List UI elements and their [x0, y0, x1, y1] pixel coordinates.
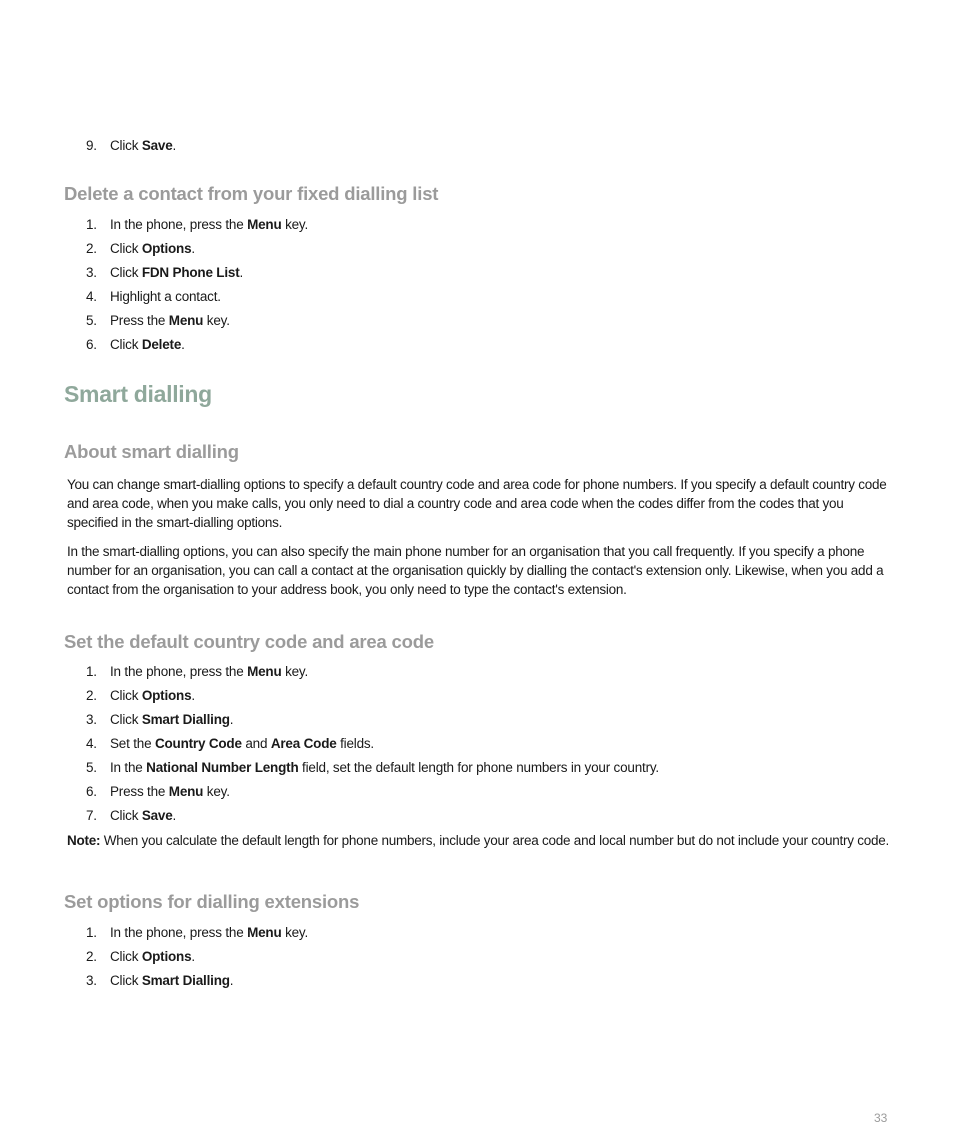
heading-default-codes: Set the default country code and area code	[64, 631, 434, 652]
heading-dialling-extensions: Set options for dialling extensions	[64, 891, 360, 912]
heading-delete-contact: Delete a contact from your fixed dialling list	[64, 183, 439, 204]
note-text: When you calculate the default length for phone numbers, include your area code and local number but do not include your country code.	[100, 833, 890, 848]
note-paragraph	[67, 831, 897, 850]
section-title-smart-dialling: Smart dialling	[64, 381, 212, 407]
about-paragraph-2: In the smart-dialling options, you can also specify the main phone number for an organisation that you call frequently. If you specify a phone number for an organisation, you can call a contact at the organisation quickly by dialling the contact's extension only. Likewise, when you add a contact from the organisation to your address book, you only need to type the contact's extension.	[67, 544, 884, 597]
about-paragraph-1: You can change smart-dialling options to specify a default country code and area code for phone numbers. If you specify a default country code and area code, when you make calls, you only need to dial a country code and area code when the codes differ from the codes that you specified in the smart-dialling options.	[67, 477, 887, 530]
page-number: 33	[874, 1111, 888, 1125]
step-text: Click Save.	[110, 138, 177, 153]
document-page: 9. Click Save. Delete a contact from your fixed dialling list 1. In the phone, press the Menu key. 2. Click Options. 3. Click FDN Phone List. 4. Highlight a contact. 5. Press the Menu key. 6. Click Delete. Smart dialling About smart dialling You can change smart-dialling options to specify a default country code and area code for phone numbers. If you specify a default country code and area code, when you make calls, you only need to dial a country code and area code when the codes differ from the codes that you specified in the smart-dialling options. In the smart-dialling options, you can also specify the main phone number for an organisation that you call frequently. If you specify a phone number for an organisation, you can call a contact at the organisation quickly by dialling the contact's extension only. Likewise, when you add a contact from the organisation to your address book, you only need to type the contact's extension. Set the default country code and area code 1. In the phone, press the Menu key. 2. Click Options. 3. Click Smart Dialling. 4. Set the Country Code and Area Code fields. 5. In the National Number Length field, set the default length for phone numbers in your country. 6. Press the Menu key. 7. Click Save. Note: When you calculate the default length for phone numbers, include your area code and local number but do not include your country code. Set options for dialling extensions 1. In the phone, press the Menu key. 2. Click Options. 3. Click Smart Dialling. 33	[0, 0, 954, 1145]
heading-about-smart-dialling: About smart dialling	[64, 441, 239, 462]
note-label: Note:	[67, 833, 101, 848]
step-number: 9.	[86, 138, 97, 153]
